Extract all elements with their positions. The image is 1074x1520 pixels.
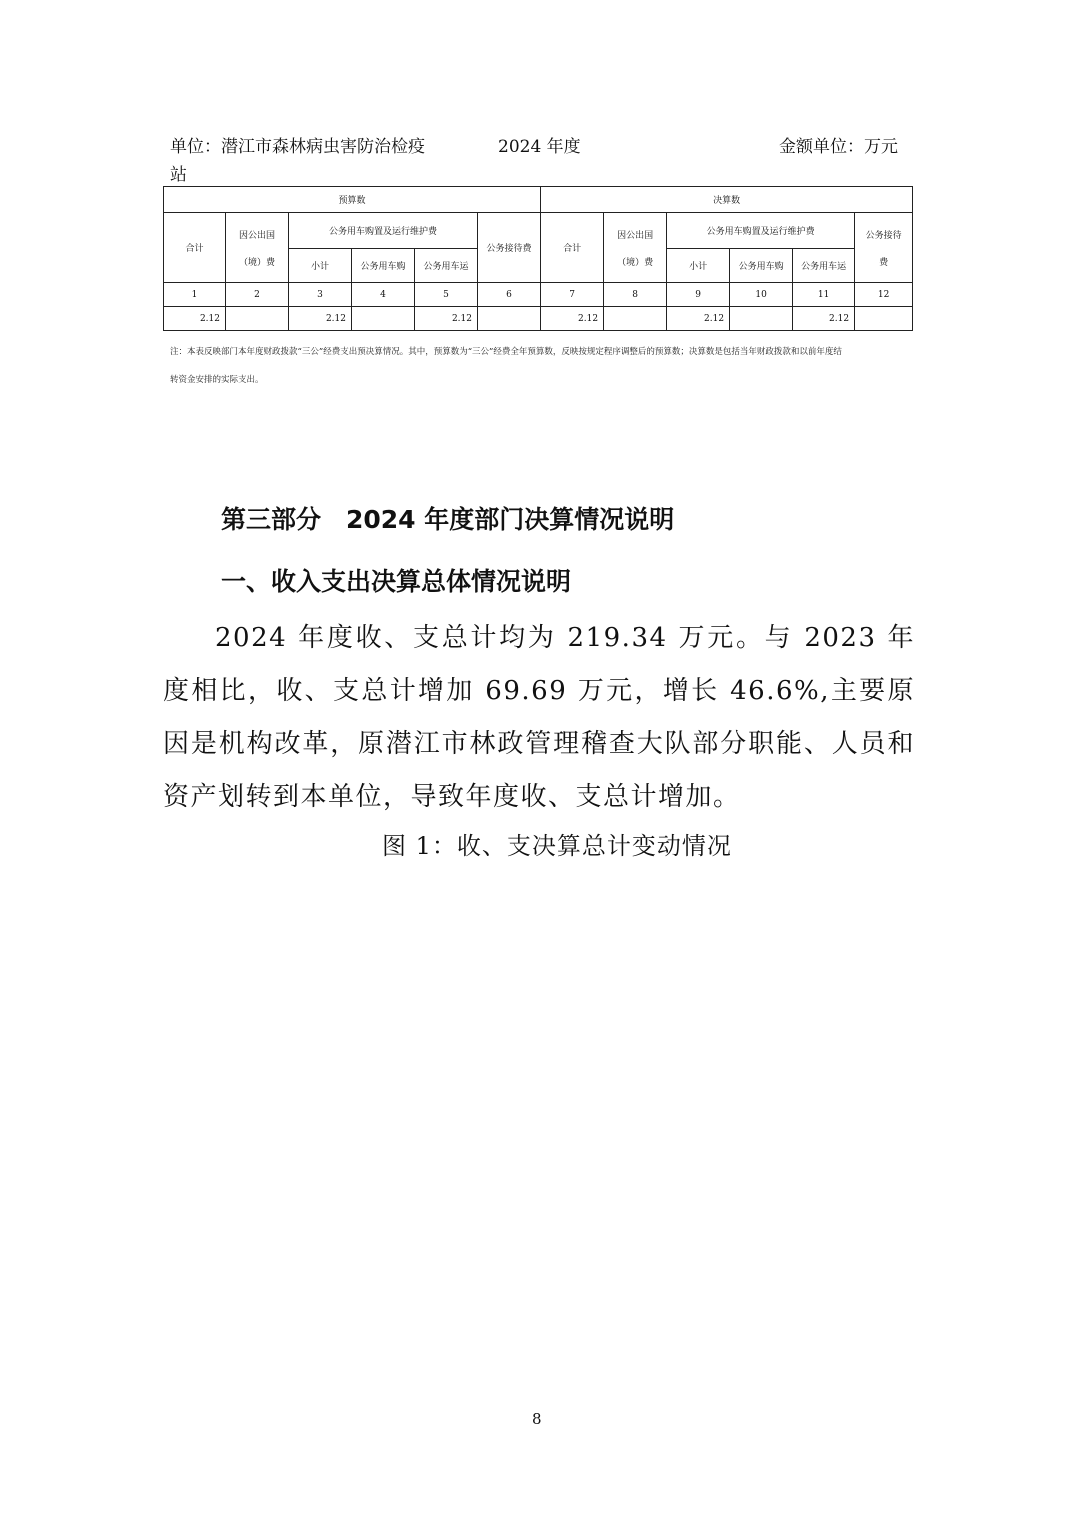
index-cell: 3: [289, 283, 352, 307]
col-vehicle-purchase: 公务用车购: [352, 249, 415, 283]
col-abroad-line1: 因公出国: [238, 230, 275, 241]
body-paragraph: 2024 年度收、支总计均为 219.34 万元。与 2023 年度相比，收、支总计增加 69.69 万元，增长 46.6%,主要原因是机构改革，原潜江市林政管理稽查大队部分职能、人员和资产划转到本单位，导致年度收、支总计增加。: [163, 623, 915, 812]
col-vehicle-group: 公务用车购置及运行维护费: [289, 213, 478, 249]
section-heading: 一、收入支出决算总体情况说明: [221, 567, 572, 596]
col-reception-line2: 费: [879, 257, 889, 268]
col-reception-line1: 公务接待: [865, 230, 902, 241]
value-cell: [478, 307, 541, 331]
unit-label: 单位：潜江市森林病虫害防治检疫: [170, 137, 425, 157]
index-cell: 12: [855, 283, 913, 307]
value-cell: 2.12: [541, 307, 604, 331]
figure-caption: 图 1：收、支决算总计变动情况: [382, 832, 732, 860]
col-subtotal: 小计: [289, 249, 352, 283]
fiscal-year: 2024 年度: [498, 137, 581, 157]
col-vehicle-group-actual: 公务用车购置及运行维护费: [667, 213, 855, 249]
value-cell: [855, 307, 913, 331]
value-cell: 2.12: [667, 307, 730, 331]
col-abroad-line2: （境）费: [617, 257, 654, 268]
col-abroad-line2: （境）费: [238, 257, 275, 268]
col-vehicle-purchase-actual: 公务用车购: [730, 249, 793, 283]
col-abroad: [226, 213, 289, 283]
col-vehicle-operation: 公务用车运: [415, 249, 478, 283]
actual-header: 决算数: [541, 187, 913, 213]
index-cell: 11: [793, 283, 855, 307]
col-total-actual: 合计: [541, 213, 604, 283]
value-cell: 2.12: [415, 307, 478, 331]
index-cell: 9: [667, 283, 730, 307]
page-number: 8: [532, 1410, 542, 1428]
value-row: [164, 307, 913, 331]
index-cell: 10: [730, 283, 793, 307]
col-total: 合计: [164, 213, 226, 283]
value-cell: [352, 307, 415, 331]
col-reception: 公务接待费: [478, 213, 541, 283]
value-cell: [604, 307, 667, 331]
value-cell: [730, 307, 793, 331]
index-cell: 6: [478, 283, 541, 307]
value-cell: 2.12: [793, 307, 855, 331]
value-cell: 2.12: [164, 307, 226, 331]
index-cell: 8: [604, 283, 667, 307]
budget-header: 预算数: [164, 187, 541, 213]
unit-label-continued: 站: [170, 165, 187, 185]
col-subtotal-actual: 小计: [667, 249, 730, 283]
three-public-expenses-table: [163, 186, 913, 331]
value-cell: 2.12: [289, 307, 352, 331]
index-cell: 5: [415, 283, 478, 307]
part-title: 第三部分 2024 年度部门决算情况说明: [221, 505, 675, 534]
index-row: [164, 283, 913, 307]
index-cell: 7: [541, 283, 604, 307]
table-note-line2: 转资金安排的实际支出。: [170, 375, 264, 385]
index-cell: 4: [352, 283, 415, 307]
index-cell: 2: [226, 283, 289, 307]
table-note-line1: 注：本表反映部门本年度财政拨款“三公”经费支出预决算情况。其中，预算数为“三公”经费全年预算数，反映按规定程序调整后的预算数；决算数是包括当年财政拨款和以前年度结: [170, 347, 842, 357]
value-cell: [226, 307, 289, 331]
index-cell: 1: [164, 283, 226, 307]
col-abroad-actual: [604, 213, 667, 283]
col-vehicle-operation-actual: 公务用车运: [793, 249, 855, 283]
col-abroad-line1: 因公出国: [617, 230, 654, 241]
col-reception-actual: [855, 213, 913, 283]
amount-unit: 金额单位：万元: [779, 137, 898, 157]
